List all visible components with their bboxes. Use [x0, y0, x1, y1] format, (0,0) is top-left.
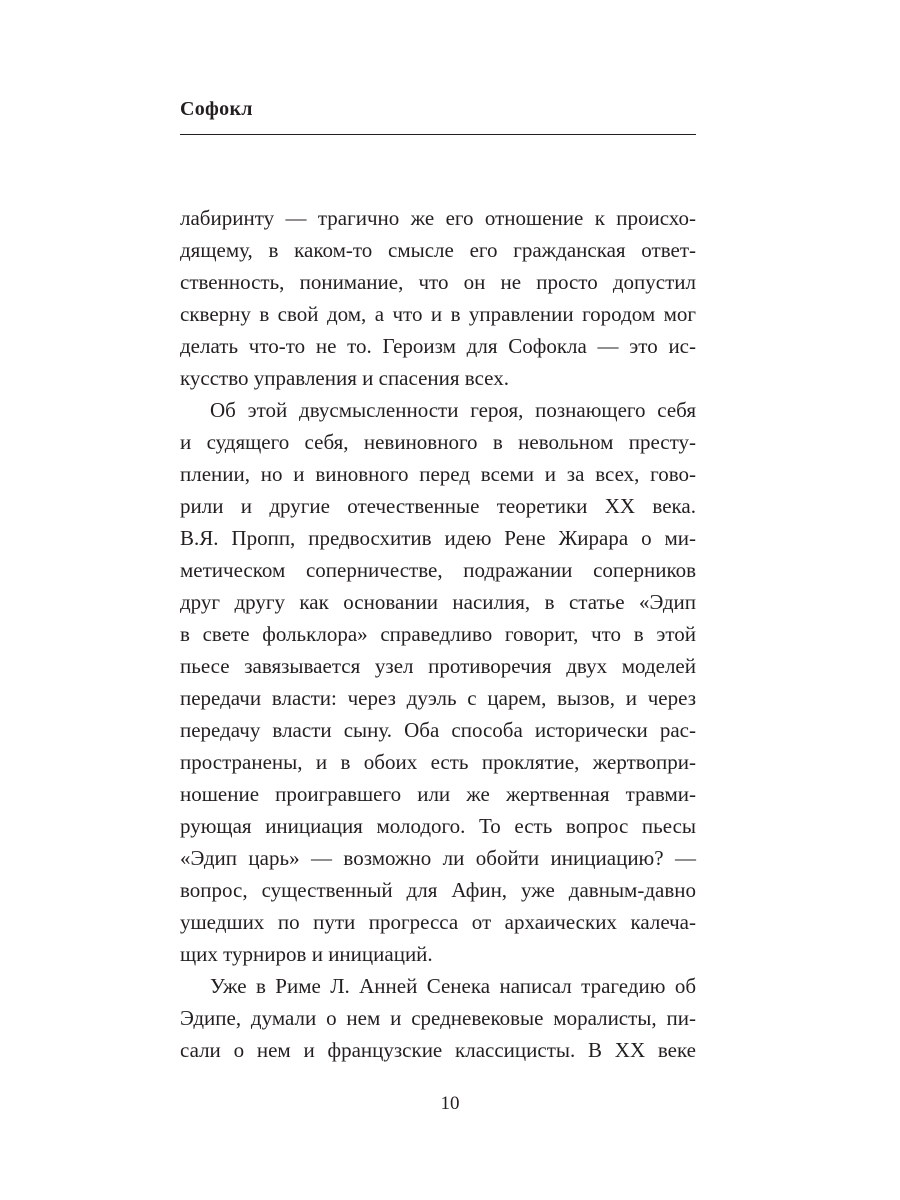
text-line: Эдипе, думали о нем и средневековые моралисты, пи-	[180, 1006, 696, 1030]
text-line: В.Я. Пропп, предвосхитив идею Рене Жирара о ми-	[180, 526, 696, 550]
text-line: передачи власти: через дуэль с царем, вызов, и через	[180, 686, 696, 710]
text-line: ушедших по пути прогресса от архаических калеча-	[180, 910, 696, 934]
text-line: Уже в Риме Л. Анней Сенека написал трагедию об	[210, 974, 696, 998]
text-line: пьесе завязывается узел противоречия двух моделей	[180, 654, 696, 678]
text-line: и судящего себя, невиновного в невольном престу-	[180, 430, 696, 454]
text-line: рили и другие отечественные теоретики XX века.	[180, 494, 696, 518]
text-line: Об этой двусмысленности героя, познающего себя	[210, 398, 696, 422]
text-line: ственность, понимание, что он не просто допустил	[180, 270, 696, 294]
body-text	[180, 202, 696, 1066]
text-line: пространены, и в обоих есть проклятие, жертвопри-	[180, 750, 696, 774]
text-line: метическом соперничестве, подражании соперников	[180, 558, 696, 582]
text-line: передачу власти сыну. Оба способа исторически рас-	[180, 718, 696, 742]
text-line: скверну в свой дом, а что и в управлении городом мог	[180, 302, 696, 326]
text-line: в свете фольклора» справедливо говорит, что в этой	[180, 622, 696, 646]
text-line: лабиринту — трагично же его отношение к происхо-	[180, 206, 696, 230]
text-line: друг другу как основании насилия, в статье «Эдип	[180, 590, 696, 614]
header-rule	[180, 134, 696, 135]
running-head-title: Софокл	[180, 98, 253, 120]
text-line: плении, но и виновного перед всеми и за всех, гово-	[180, 462, 696, 486]
text-line: ношение проигравшего или же жертвенная травми-	[180, 782, 696, 806]
page-number: 10	[440, 1093, 460, 1114]
text-line: «Эдип царь» — возможно ли обойти инициацию? —	[180, 846, 696, 870]
text-line: рующая инициация молодого. То есть вопрос пьесы	[180, 814, 696, 838]
text-line: дящему, в каком-то смысле его гражданская ответ-	[180, 238, 696, 262]
text-line: вопрос, существенный для Афин, уже давным-давно	[180, 878, 696, 902]
text-line: кусство управления и спасения всех.	[180, 366, 509, 390]
text-line: щих турниров и инициаций.	[180, 942, 433, 966]
text-line: сали о нем и французские классицисты. В XX веке	[180, 1038, 696, 1062]
text-line: делать что-то не то. Героизм для Софокла — это ис-	[180, 334, 696, 358]
